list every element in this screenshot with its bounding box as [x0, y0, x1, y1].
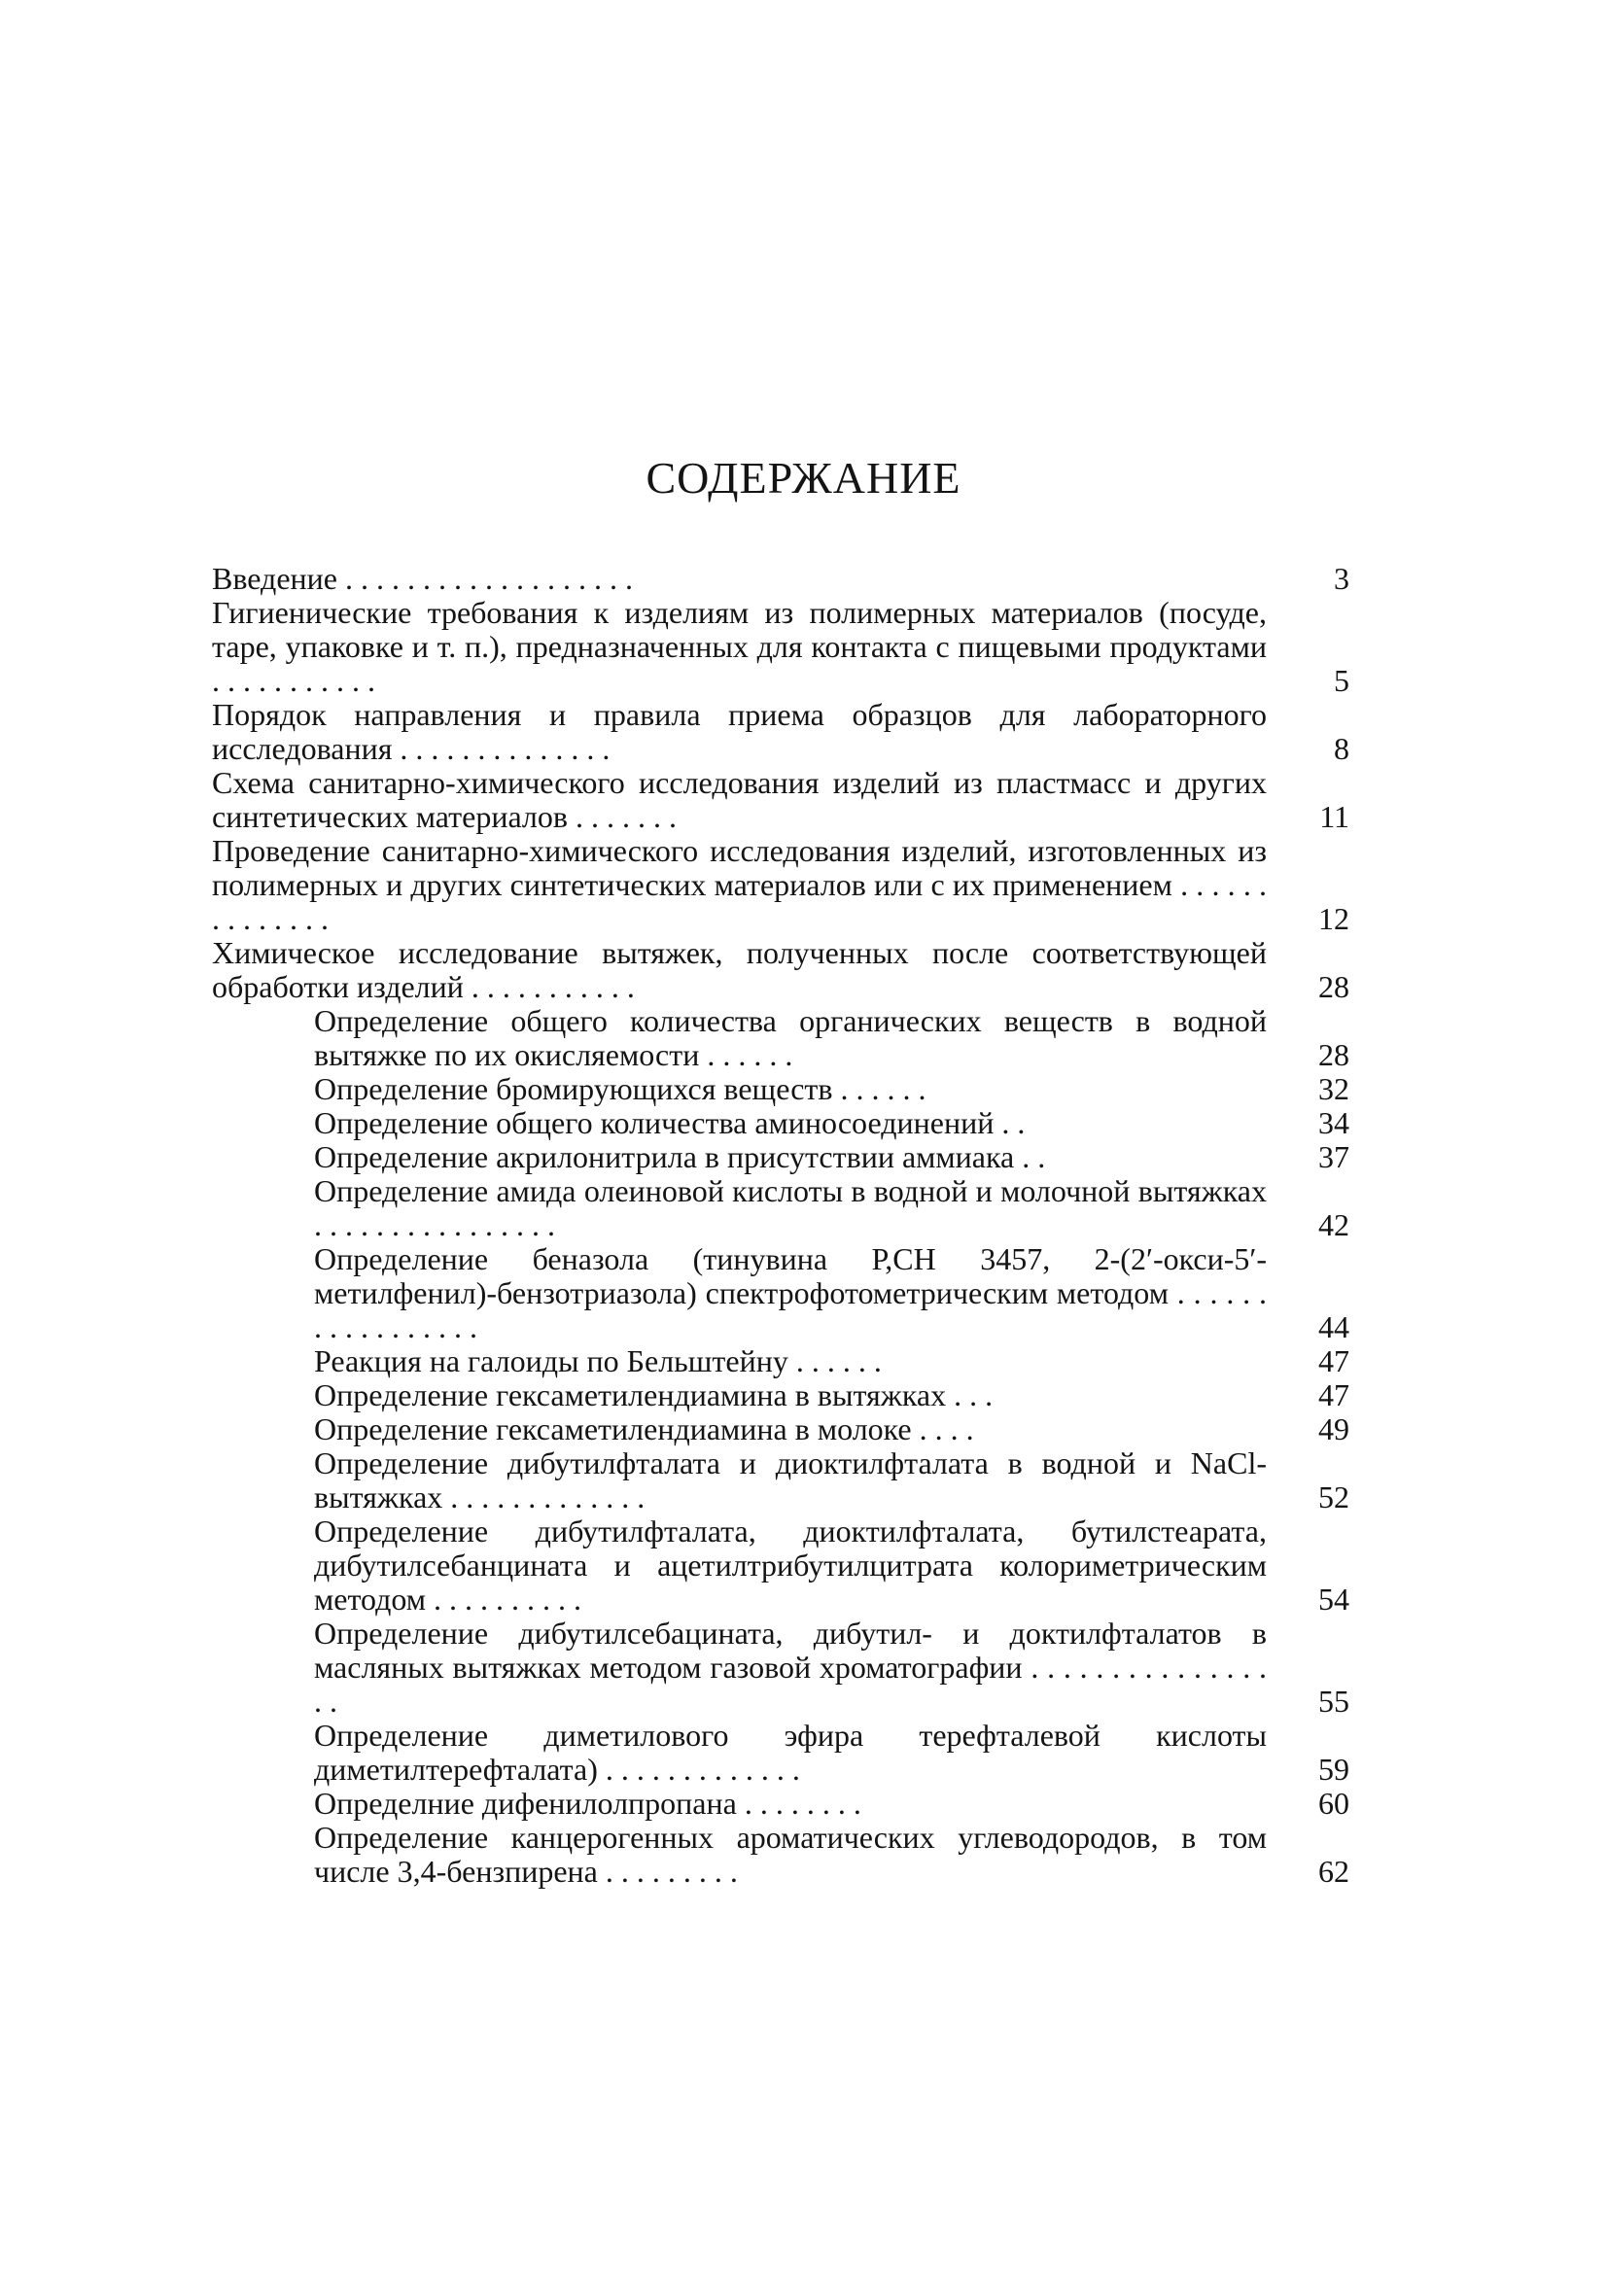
- toc-entry-title: Определение амида олеиновой кислоты в водной и молочной вытяжках . . . . . . . . . . . . . . . .: [314, 1173, 1267, 1242]
- toc-entry-title: Определение акрилонитрила в присутствии аммиака . .: [314, 1139, 1046, 1174]
- toc-entry-page: 42: [1318, 1207, 1349, 1242]
- toc-entry-title: Определение бромирующихся веществ . . . . . .: [314, 1071, 926, 1106]
- toc-entry-title: Определение беназола (тинувина Р,СН 3457, 2-(2′-окси-5′-метилфенил)-бензотриазола) спектрофотометрическим методом . . . . . . . . . . . . . . . . .: [314, 1241, 1267, 1344]
- toc-subentry: [314, 1140, 1349, 1174]
- toc-entry-title: Определение канцерогенных ароматических углеводородов, в том числе 3,4-бензпирена . . . . . . . . .: [314, 1820, 1267, 1889]
- toc-entry-title: Определение дибутилфталата, диоктилфталата, бутилстеарата, дибутилсебанцината и ацетилтрибутилцитрата колориметрическим методом . . . . . . . . . .: [314, 1513, 1267, 1617]
- toc-entry-title: Определние дифенилолпропана . . . . . . . .: [314, 1786, 861, 1821]
- page-title: СОДЕРЖАНИЕ: [646, 453, 961, 503]
- toc-entry-title: Гигиенические требования к изделиям из полимерных материалов (посуде, таре, упаковке и т. п.), предназначенных для контакта с пищевыми продуктами . . . . . . . . . . .: [212, 595, 1267, 698]
- toc-entry-page: 54: [1318, 1582, 1349, 1617]
- toc-entry-title: Проведение санитарно-химического исследования изделий, изготовленных из полимерных и других синтетических материалов или с их применением . . . . . . . . . . . . . .: [212, 833, 1267, 936]
- toc-entry-page: 44: [1318, 1309, 1349, 1344]
- toc-entry-page: 47: [1318, 1377, 1349, 1412]
- toc-entry-page: 55: [1318, 1684, 1349, 1719]
- toc-subentry: [314, 1072, 1349, 1106]
- toc-entry-title: Определение гексаметилендиамина в вытяжках . . .: [314, 1377, 994, 1412]
- toc-entry-page: 28: [1318, 969, 1349, 1004]
- toc-entry-title: Введение . . . . . . . . . . . . . . . . . . .: [212, 561, 633, 596]
- toc-entry: [212, 562, 1349, 596]
- toc-entry: [212, 596, 1349, 698]
- toc-entry-page: 3: [1334, 561, 1349, 596]
- toc-entry-page: 8: [1334, 731, 1349, 766]
- toc-entry-page: 34: [1318, 1105, 1349, 1140]
- toc-entry-page: 5: [1334, 663, 1349, 698]
- toc-subentry: [314, 1004, 1349, 1072]
- toc-entry-page: 52: [1318, 1479, 1349, 1514]
- toc-subentry: [314, 1514, 1349, 1617]
- toc-entry-page: 32: [1318, 1071, 1349, 1106]
- toc-entry-page: 37: [1318, 1139, 1349, 1174]
- toc-subentry: [314, 1412, 1349, 1446]
- table-of-contents: [212, 562, 1349, 1889]
- toc-entry: [212, 698, 1349, 766]
- toc-entry-page: 28: [1318, 1037, 1349, 1072]
- toc-entry-title: Химическое исследование вытяжек, полученных после соответствующей обработки изделий . . . . . . . . . . .: [212, 935, 1267, 1004]
- toc-subentry: [314, 1821, 1349, 1889]
- toc-subentry: [314, 1378, 1349, 1412]
- toc-subentry: [314, 1446, 1349, 1514]
- toc-subentry: [314, 1344, 1349, 1378]
- toc-subentry: [314, 1787, 1349, 1821]
- toc-entry: [212, 766, 1349, 834]
- toc-subentry: [314, 1719, 1349, 1787]
- toc-entry-title: Определение гексаметилендиамина в молоке . . . .: [314, 1411, 974, 1446]
- toc-entry-title: Реакция на галоиды по Бельштейну . . . . . .: [314, 1343, 882, 1378]
- toc-entry-title: Определение дибутилфталата и диоктилфталата в водной и NaCl-вытяжках . . . . . . . . . . . . .: [314, 1445, 1267, 1514]
- toc-entry-title: Определение общего количества аминосоединений . .: [314, 1105, 1026, 1140]
- toc-entry-title: Определение дибутилсебацината, дибутил- и доктилфталатов в масляных вытяжках методом газовой хроматографии . . . . . . . . . . . . . . . . .: [314, 1616, 1267, 1719]
- toc-entry-page: 49: [1318, 1411, 1349, 1446]
- toc-entry: [212, 834, 1349, 936]
- toc-entry-page: 62: [1318, 1854, 1349, 1889]
- toc-entry-page: 60: [1318, 1786, 1349, 1821]
- toc-entry-title: Определение диметилового эфира терефталевой кислоты диметилтерефталата) . . . . . . . . . . . . .: [314, 1718, 1267, 1787]
- toc-entry-title: Определение общего количества органических веществ в водной вытяжке по их окисляемости . . . . . .: [314, 1003, 1267, 1072]
- toc-entry-page: 59: [1318, 1752, 1349, 1787]
- toc-subentry: [314, 1617, 1349, 1719]
- toc-entry-page: 12: [1318, 901, 1349, 936]
- toc-subentry: [314, 1106, 1349, 1140]
- toc-entry-page: 11: [1319, 799, 1349, 834]
- toc-subentry: [314, 1174, 1349, 1242]
- toc-entry-page: 47: [1318, 1343, 1349, 1378]
- toc-subentry: [314, 1242, 1349, 1344]
- toc-entry-title: Схема санитарно-химического исследования изделий из пластмасс и других синтетических материалов . . . . . . .: [212, 765, 1267, 834]
- toc-entry-title: Порядок направления и правила приема образцов для лабораторного исследования . . . . . . . . . . . . . .: [212, 697, 1267, 766]
- toc-entry: [212, 936, 1349, 1004]
